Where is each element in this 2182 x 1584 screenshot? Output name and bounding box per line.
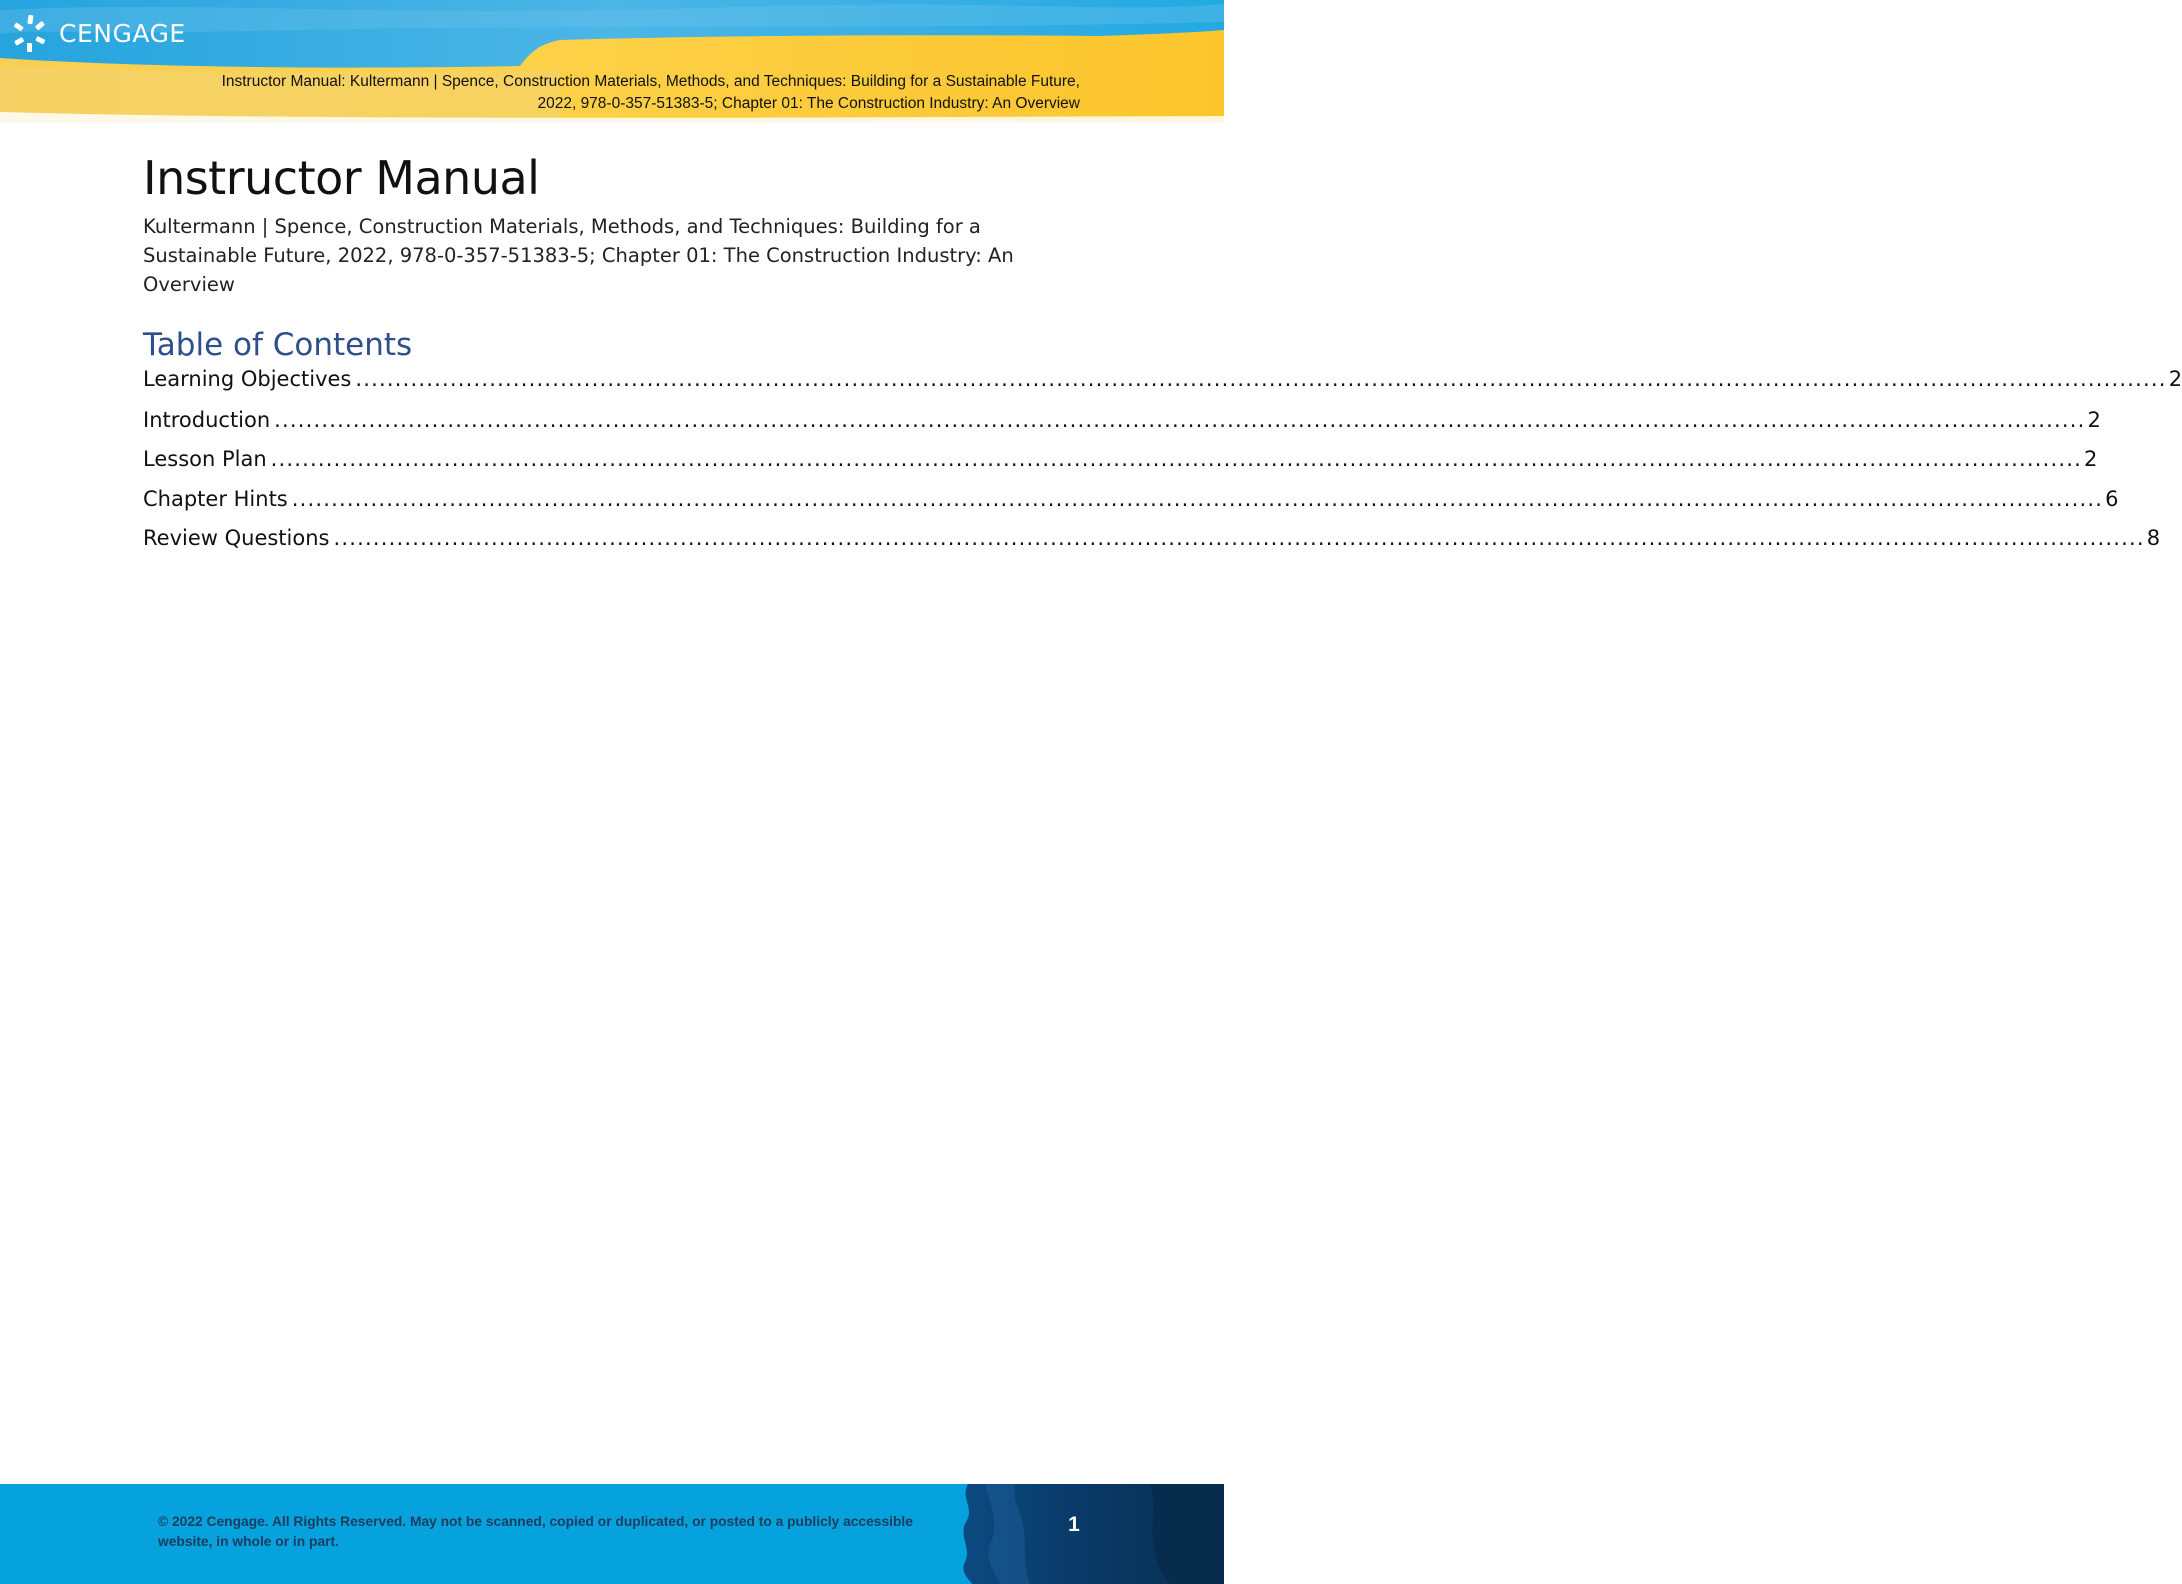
toc-dot-leader: ...................................................................................................................................................................................................................................... — [355, 367, 2167, 391]
toc-entry-lesson-plan[interactable] — [143, 443, 2098, 475]
toc-entry-review-questions[interactable] — [143, 522, 2161, 554]
page-header — [0, 0, 1224, 122]
toc-entry-introduction[interactable] — [143, 404, 2101, 436]
running-head — [144, 71, 1080, 115]
copyright-notice: © 2022 Cengage. All Rights Reserved. May not be scanned, copied or duplicated, or posted to a publicly accessible website, in whole or in part. — [158, 1514, 913, 1549]
toc-dot-leader: ...................................................................................................................................................................................................................................... — [274, 408, 2086, 432]
logo-wordmark: CENGAGE — [59, 19, 186, 48]
cengage-logo[interactable] — [12, 14, 186, 54]
page-number: 1 — [1068, 1513, 1080, 1536]
toc-entry-label: Review Questions — [143, 526, 330, 550]
running-head-line-1: Instructor Manual: Kultermann | Spence, Construction Materials, Methods, and Techniques: Building for a Sustainable Future, — [221, 73, 1080, 90]
toc-entry-page: 6 — [2105, 487, 2119, 511]
document-title: Instructor Manual — [143, 151, 540, 205]
toc-dot-leader: ...................................................................................................................................................................................................................................... — [291, 487, 2104, 511]
toc-entry-page: 8 — [2146, 526, 2161, 550]
running-head-line-2: 2022, 978-0-357-51383-5; Chapter 01: The Construction Industry: An Overview — [537, 95, 1080, 112]
toc-entry-label: Introduction — [143, 408, 271, 432]
toc-dot-leader: ...................................................................................................................................................................................................................................... — [270, 447, 2082, 471]
toc-entry-page: 2 — [2087, 408, 2101, 432]
toc-entry-chapter-hints[interactable] — [143, 483, 2119, 515]
document-subtitle: Kultermann | Spence, Construction Materials, Methods, and Techniques: Building for a Sustainable Future, 2022, 978-0-357-51383-5; Chapter 01: The Construction Industry: An Overview — [143, 215, 1014, 296]
cengage-logo-icon — [12, 14, 50, 54]
page-footer — [0, 1484, 1224, 1584]
toc-entry-page: 2 — [2168, 367, 2182, 391]
toc-entry-learning-objectives[interactable] — [143, 363, 2182, 395]
toc-entry-label: Chapter Hints — [143, 487, 288, 511]
toc-dot-leader: ...................................................................................................................................................................................................................................... — [333, 526, 2145, 550]
toc-entry-label: Lesson Plan — [143, 447, 267, 471]
toc-entry-label: Learning Objectives — [143, 367, 352, 391]
toc-heading: Table of Contents — [143, 327, 413, 363]
toc-entry-page: 2 — [2083, 447, 2098, 471]
